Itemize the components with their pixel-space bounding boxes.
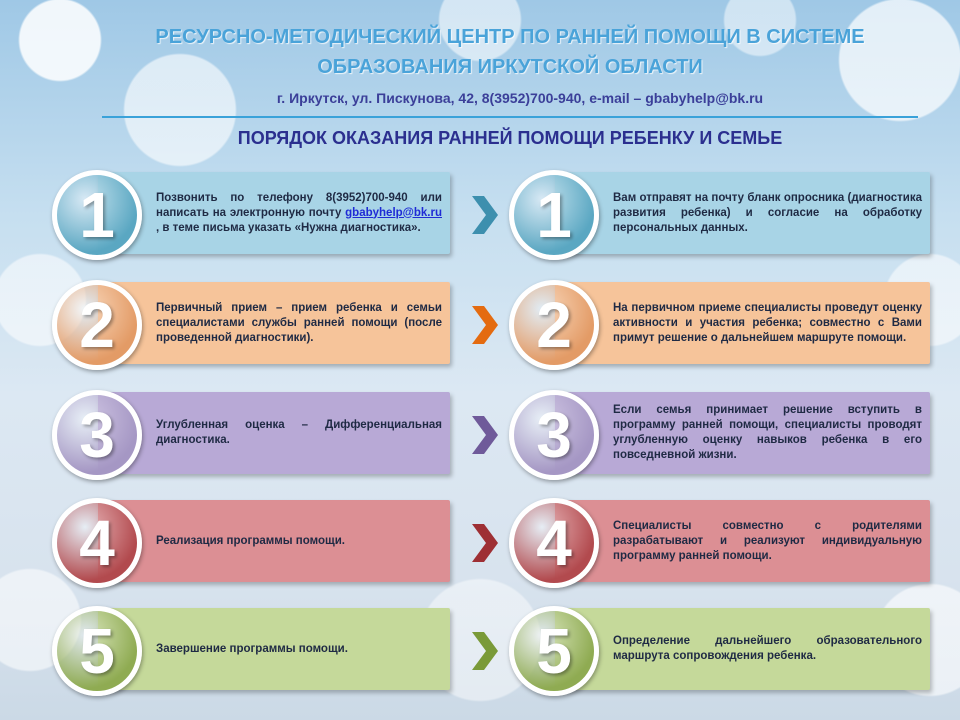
step-4-left-box (98, 500, 450, 582)
chevron-right-icon (470, 304, 500, 346)
step-row-2 (0, 280, 960, 376)
step-5-left-box (98, 608, 450, 690)
step-3-number-circle-right: 3 (509, 390, 599, 480)
step-1-number-circle-right: 1 (509, 170, 599, 260)
step-row-4 (0, 498, 960, 594)
step-3-right-box (555, 392, 930, 474)
step-2-number-circle-right: 2 (509, 280, 599, 370)
step-4-left-text: Реализация программы помощи. (156, 534, 345, 547)
chevron-right-icon (470, 630, 500, 672)
chevron-right-icon (470, 194, 500, 236)
step-1-left-box (98, 172, 450, 254)
step-row-3 (0, 390, 960, 486)
step-1-right-box (555, 172, 930, 254)
step-3-right-text: Если семья принимает решение вступить в программу ранней помощи, специалисты проводят углубленную оценку навыков ребенка в его повседневной жизни. (613, 404, 922, 461)
chevron-right-icon (470, 522, 500, 564)
header-title-line1: РЕСУРСНО-МЕТОДИЧЕСКИЙ ЦЕНТР ПО РАННЕЙ ПОМОЩИ В СИСТЕМЕ (155, 26, 865, 48)
step-4-right-text: Специалисты совместно с родителями разрабатывают и реализуют индивидуальную программу ранней помощи. (613, 519, 922, 562)
step-1-left-text-before: Позвонить по телефону 8(3952)700-940 или написать на электронную почту (156, 191, 442, 219)
step-5-right-text: Определение дальнейшего образовательного маршрута сопровождения ребенка. (613, 635, 922, 662)
header-address: г. Иркутск, ул. Пискунова, 42, 8(3952)700-940, e-mail – gbabyhelp@bk.ru (276, 90, 764, 106)
step-3-number-circle: 3 (52, 390, 142, 480)
header-title-line2: ОБРАЗОВАНИЯ ИРКУТСКОЙ ОБЛАСТИ (317, 56, 703, 78)
chevron-right-icon (470, 414, 500, 456)
email-link[interactable]: gbabyhelp@bk.ru (345, 206, 442, 219)
step-5-right-box (555, 608, 930, 690)
header-divider (102, 116, 918, 118)
step-2-number-circle: 2 (52, 280, 142, 370)
step-2-left-box (98, 282, 450, 364)
step-1-number-circle: 1 (52, 170, 142, 260)
step-4-number-circle: 4 (52, 498, 142, 588)
header-title (100, 22, 920, 82)
step-5-left-text: Завершение программы помощи. (156, 642, 348, 655)
step-3-left-box (98, 392, 450, 474)
step-row-5 (0, 606, 960, 702)
step-5-number-circle: 5 (52, 606, 142, 696)
step-2-right-text: На первичном приеме специалисты проведут оценку активности и участия ребенка; совместно с Вами примут решение о дальнейшем маршруте помощи. (613, 301, 922, 344)
step-3-left-text: Углубленная оценка – Дифференциальная диагностика. (156, 419, 442, 446)
page-subtitle: ПОРЯДОК ОКАЗАНИЯ РАННЕЙ ПОМОЩИ РЕБЕНКУ И СЕМЬЕ (237, 128, 783, 148)
step-1-right-text: Вам отправят на почту бланк опросника (диагностика развития ребенка) и согласие на обработку персональных данных. (613, 191, 922, 234)
step-2-left-text: Первичный прием – прием ребенка и семьи специалистами службы ранней помощи (после проведенной диагностики). (156, 301, 442, 344)
step-row-1 (0, 170, 960, 266)
step-5-number-circle-right: 5 (509, 606, 599, 696)
step-1-left-text-after: , в теме письма указать «Нужна диагностика». (156, 221, 421, 234)
step-4-right-box (555, 500, 930, 582)
step-4-number-circle-right: 4 (509, 498, 599, 588)
step-2-right-box (555, 282, 930, 364)
